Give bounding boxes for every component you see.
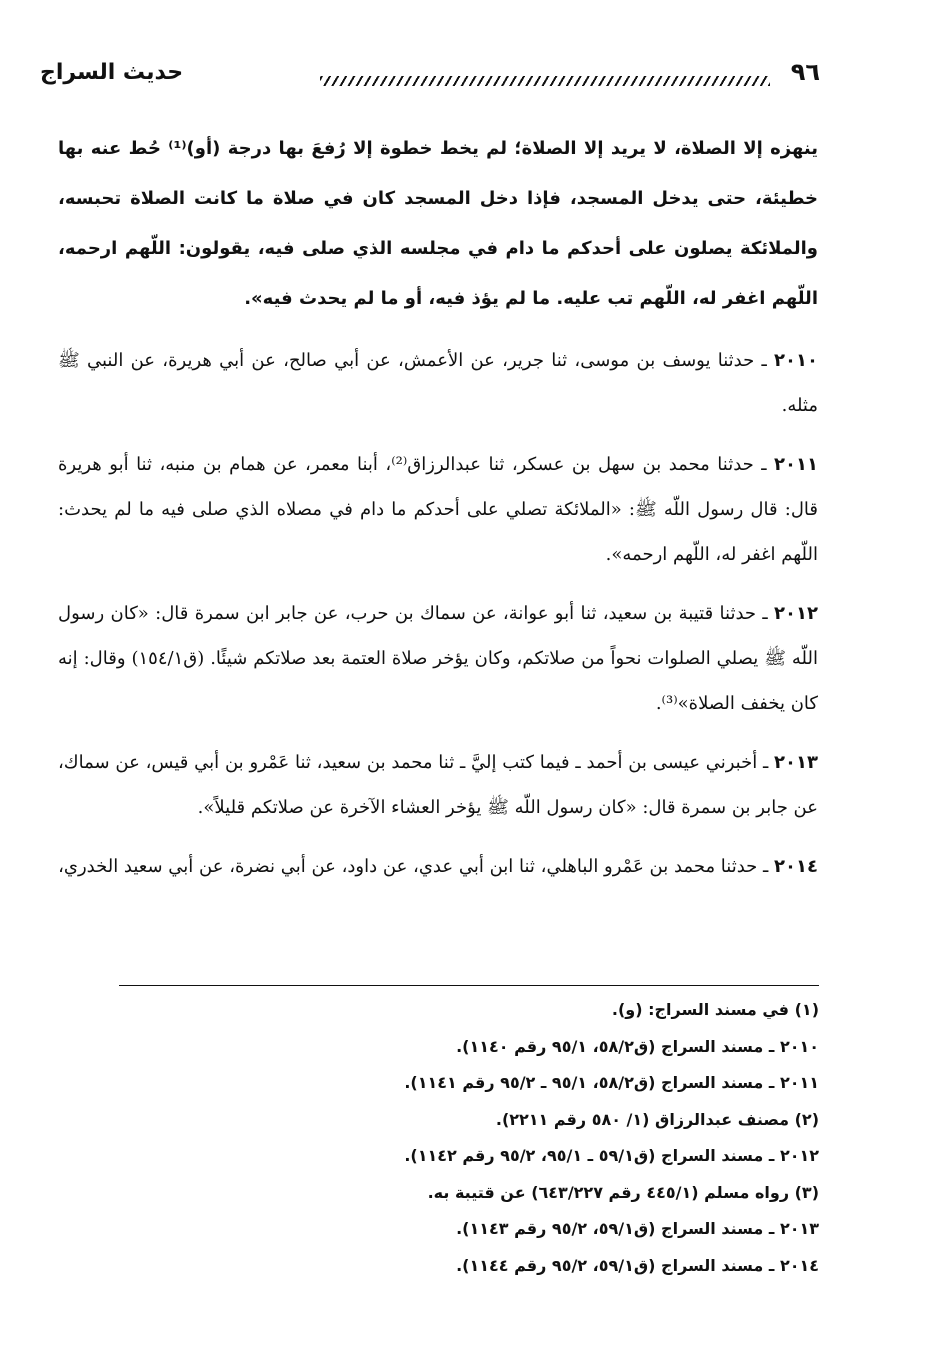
- footnote: ٢٠١٤ ـ مسند السراج (ق٥٩/١، ٩٥/٢ رقم ١١٤٤).: [456, 1255, 819, 1275]
- hadith-text: ـ حدثنا قتيبة بن سعيد، ثنا أبو عوانة، عن سماك بن حرب، عن جابر ابن سمرة قال: «كان رسول اللّه ﷺ يصلي الصلوات نحواً من صلاتكم، وكان يؤخر صلاة العتمة بعد صلاتكم شيئًا. (ق١٥٤/١) وقال: إنه كان يخفف الصلاة»⁽³⁾.: [58, 603, 818, 714]
- hadith-text: ـ حدثنا محمد بن عَمْرو الباهلي، ثنا ابن أبي عدي، عن داود، عن أبي نضرة، عن أبي سعيد الخدري،: [58, 856, 769, 877]
- running-title: حديث السراج: [40, 60, 184, 85]
- footnote: ٢٠١٣ ـ مسند السراج (ق٥٩/١، ٩٥/٢ رقم ١١٤٣).: [456, 1219, 819, 1238]
- hadith-2013: [58, 740, 818, 830]
- hadith-number: ٢٠١٠: [774, 350, 818, 371]
- main-text: [58, 124, 818, 903]
- footnote: ٢٠١٠ ـ مسند السراج (ق٥٨/٢، ٩٥/١ رقم ١١٤٠).: [456, 1036, 819, 1056]
- footnotes: [119, 992, 819, 1284]
- hadith-text: ـ أخبرني عيسى بن أحمد ـ فيما كتب إليَّ ـ ثنا محمد بن سعيد، ثنا عَمْرو بن أبي قيس، عن سماك، عن جابر بن سمرة قال: «كان رسول اللّه ﷺ يؤخر العشاء الآخرة عن صلاتكم قليلاً».: [58, 752, 818, 818]
- footnote-separator: [119, 985, 819, 986]
- footnote: (٢) مصنف عبدالرزاق (١/ ٥٨٠ رقم ٢٢١١).: [495, 1109, 819, 1129]
- hadith-text: ـ حدثنا يوسف بن موسى، ثنا جرير، عن الأعمش، عن أبي صالح، عن أبي هريرة، عن النبي ﷺ مثله.: [58, 350, 818, 416]
- footnote: ٢٠١١ ـ مسند السراج (ق٥٨/٢، ٩٥/١ ـ ٩٥/٢ رقم ١١٤١).: [404, 1073, 819, 1092]
- footnote: (١) في مسند السراج: (و).: [611, 1000, 819, 1019]
- header-hatch-rule: [320, 76, 770, 86]
- footnote: (٣) رواه مسلم (٤٤٥/١ رقم ٦٤٣/٢٢٧) عن قتيبة به.: [427, 1182, 819, 1202]
- hadith-2010: [58, 338, 818, 428]
- hadith-2012: [58, 591, 818, 726]
- hadith-number: ٢٠١٤: [774, 856, 818, 877]
- page-number: ٩٦: [790, 58, 820, 86]
- hadith-2014: [58, 844, 818, 889]
- hadith-number: ٢٠١٣: [774, 752, 818, 773]
- continued-hadith-paragraph: ينهزه إلا الصلاة، لا يريد إلا الصلاة؛ لم يخط خطوة إلا رُفعَ بها درجة (أو)⁽¹⁾ حُط عنه بها خطيئة، حتى يدخل المسجد، فإذا دخل المسجد كان في صلاة ما كانت الصلاة تحبسه، والملائكة يصلون على أحدكم ما دام في مجلسه الذي صلى فيه، يقولون: اللّهم ارحمه، اللّهم اغفر له، اللّهم تب عليه. ما لم يؤذ فيه، أو ما لم يحدث فيه».: [58, 138, 818, 309]
- hadith-text: ـ حدثنا محمد بن سهل بن عسكر، ثنا عبدالرزاق⁽²⁾، أبنا معمر، عن همام بن منبه، ثنا أبو هريرة قال: قال رسول اللّه ﷺ: «الملائكة تصلي على أحدكم ما دام في مصلاه الذي صلى فيه ما لم يحدث: اللّهم اغفر له، اللّهم ارحمه».: [58, 454, 818, 565]
- page-header: [40, 58, 820, 98]
- hadith-number: ٢٠١٢: [774, 603, 818, 624]
- footnote: ٢٠١٢ ـ مسند السراج (ق٥٩/١ ـ ٩٥/١، ٩٥/٢ رقم ١١٤٢).: [404, 1146, 819, 1165]
- hadith-number: ٢٠١١: [774, 454, 818, 475]
- hadith-2011: [58, 442, 818, 577]
